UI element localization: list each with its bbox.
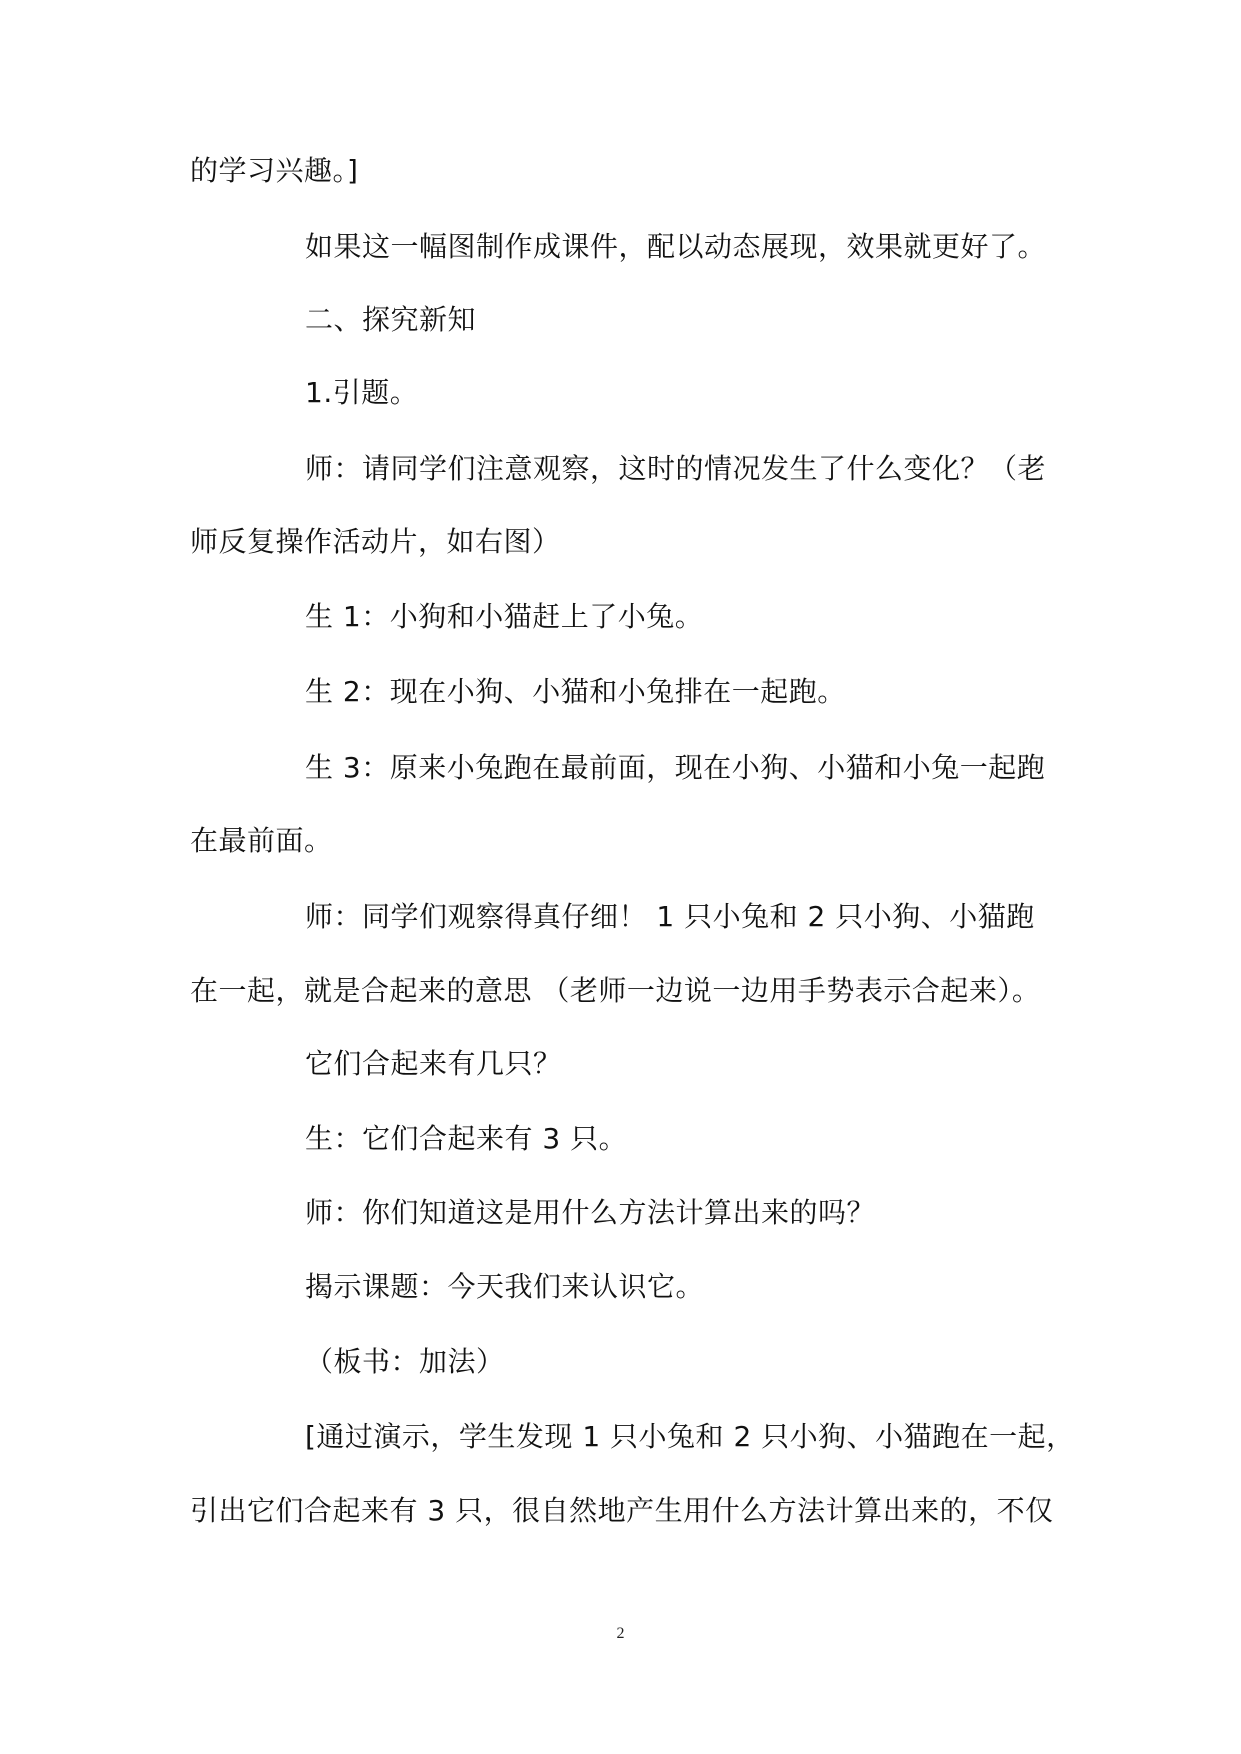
- text-line: 的学习兴趣。]: [190, 154, 359, 187]
- text-line: [通过演示，学生发现 1 只小兔和 2 只小狗、小猫跑在一起，: [305, 1420, 1075, 1453]
- text-line: 生：它们合起来有 3 只。: [305, 1122, 628, 1155]
- text-line: 师：请同学们注意观察，这时的情况发生了什么变化？（老: [305, 452, 1047, 485]
- text-line: 它们合起来有几只？: [305, 1047, 562, 1080]
- text-line: 揭示课题：今天我们来认识它。: [305, 1270, 705, 1303]
- section-heading: 二、探究新知: [305, 303, 477, 336]
- text-line: 在一起，就是合起来的意思 （老师一边说一边用手势表示合起来）。: [190, 974, 1041, 1007]
- text-line: 如果这一幅图制作成课件，配以动态展现，效果就更好了。: [305, 230, 1047, 263]
- page-number: 2: [616, 1625, 625, 1642]
- text-line: 师反复操作活动片，如右图）: [190, 525, 561, 558]
- text-line: 生 3：原来小兔跑在最前面，现在小狗、小猫和小兔一起跑: [305, 751, 1046, 784]
- subsection-heading: 1.引题。: [305, 376, 419, 409]
- text-line: 师：你们知道这是用什么方法计算出来的吗？: [305, 1196, 876, 1229]
- text-line: （板书：加法）: [305, 1345, 505, 1378]
- text-line: 引出它们合起来有 3 只，很自然地产生用什么方法计算出来的，不仅: [190, 1494, 1054, 1527]
- text-line: 师：同学们观察得真仔细！ 1 只小兔和 2 只小狗、小猫跑: [305, 900, 1035, 933]
- text-line: 在最前面。: [190, 824, 333, 857]
- text-line: 生 2：现在小狗、小猫和小兔排在一起跑。: [305, 675, 846, 708]
- text-line: 生 1：小狗和小猫赶上了小兔。: [305, 600, 704, 633]
